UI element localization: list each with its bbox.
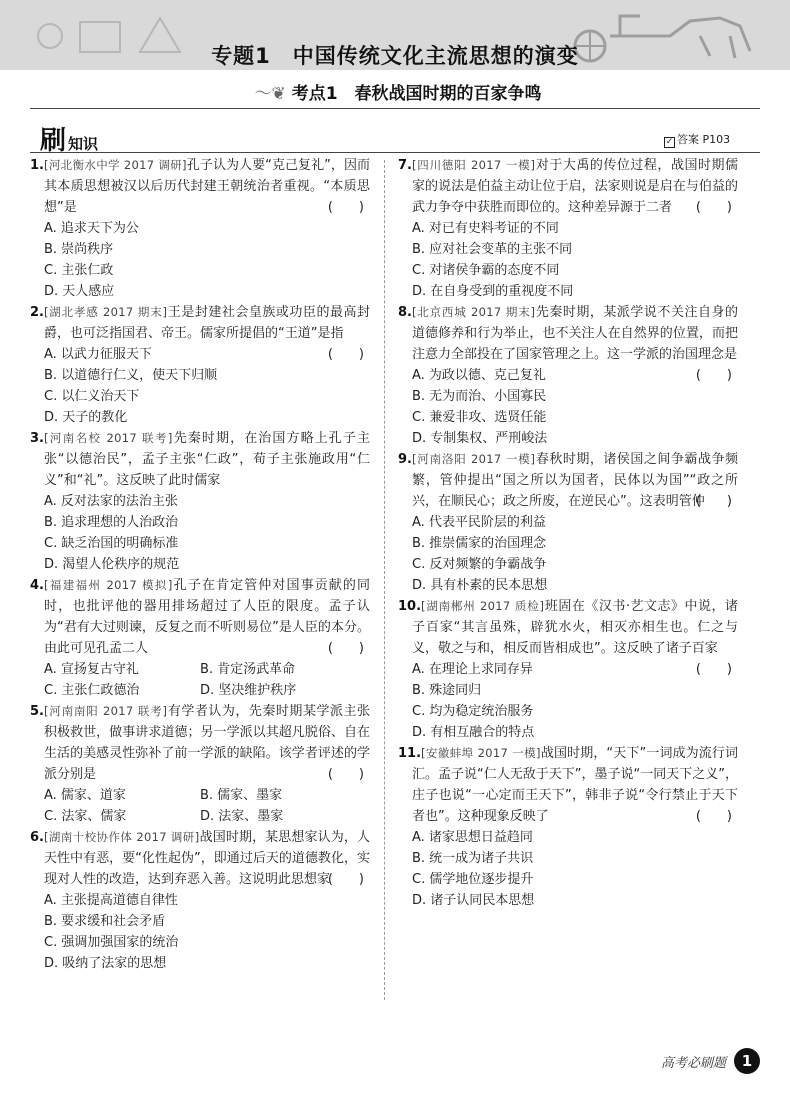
answer-blank: ( ) xyxy=(695,809,732,824)
answer-blank: ( ) xyxy=(327,872,364,887)
question-text: 战国时期，某思想家认为，人天性中有恶，要“化性起伪”，即通过后天的道德教化，实现对人性的改造，达到弃恶入善。这说明此思想家 xyxy=(44,830,370,887)
divider-top xyxy=(30,108,760,109)
answer-option: D. 吸纳了法家的思想 xyxy=(44,956,167,971)
answer-option: C. 均为稳定统治服务 xyxy=(412,704,534,719)
question-text: 春秋时期，诸侯国之间争霸战争频繁，管仲提出“国之所以为国者，民体以为国”“政之所兴，在顺民心；政之所废，在逆民心”。这表明管仲 xyxy=(412,452,738,509)
question-number: 2. xyxy=(30,305,44,320)
question-text: 对于大禹的传位过程，战国时期儒家的说法是伯益主动让位于启，法家则说是启在与伯益的武力争夺中获胜而即位的。这种差异源于二者 xyxy=(412,158,738,215)
answer-option: A. 儒家、道家 xyxy=(44,788,126,803)
question-number: 8. xyxy=(398,305,412,320)
question-number: 10. xyxy=(398,599,422,614)
answer-option: C. 法家、儒家 xyxy=(44,809,127,824)
answer-option: D. 法家、墨家 xyxy=(200,809,284,824)
answer-option: A. 对已有史料考证的不同 xyxy=(412,221,559,236)
option-row xyxy=(30,680,370,701)
answer-option: D. 天子的教化 xyxy=(44,410,128,425)
answer-option: C. 对诸侯争霸的态度不同 xyxy=(412,263,560,278)
answer-option: A. 反对法家的法治主张 xyxy=(44,494,178,509)
question-number: 1. xyxy=(30,158,44,173)
answer-option: A. 代表平民阶层的利益 xyxy=(412,515,546,530)
question-stem xyxy=(30,575,370,659)
question-item xyxy=(398,155,738,302)
answer-option: B. 统一成为诸子共识 xyxy=(412,851,534,866)
answer-option: B. 应对社会变革的主张不同 xyxy=(412,242,573,257)
page-title: 专题1 中国传统文化主流思想的演变 xyxy=(211,44,579,68)
answer-option: D. 诸子认同民本思想 xyxy=(412,893,535,908)
left-ornament-icon: 〜❦ xyxy=(254,84,286,104)
answer-option: B. 殊途同归 xyxy=(412,683,482,698)
question-item xyxy=(30,575,370,701)
page-subtitle: 〜❦ 考点1 春秋战国时期的百家争鸣 xyxy=(254,84,542,104)
question-source: [四川德阳 2017 一模] xyxy=(411,158,536,172)
divider-section xyxy=(30,152,760,153)
answer-option: D. 渴望人伦秩序的规范 xyxy=(44,557,180,572)
question-source: [湖北孝感 2017 期末] xyxy=(43,305,168,319)
answer-option: C. 强调加强国家的统治 xyxy=(44,935,179,950)
answer-blank: ( ) xyxy=(695,200,732,215)
answer-option: A. 追求天下为公 xyxy=(44,221,139,236)
answer-option: C. 反对频繁的争霸战争 xyxy=(412,557,547,572)
question-stem xyxy=(398,155,738,218)
question-number: 9. xyxy=(398,452,412,467)
answer-option: A. 诸家思想日益趋同 xyxy=(412,830,533,845)
column-divider xyxy=(384,160,385,1000)
answer-option: C. 缺乏治国的明确标准 xyxy=(44,536,179,551)
answer-blank: ( ) xyxy=(327,641,364,656)
question-stem xyxy=(398,449,738,512)
answer-option: B. 推崇儒家的治国理念 xyxy=(412,536,547,551)
question-text: 先秦时期，某派学说不关注自身的道德修养和行为举止，也不关注人在自然界的位置，而把注意力全部投在了国家管理之上。这一学派的治国理念是 xyxy=(412,305,738,362)
answer-blank: ( ) xyxy=(695,368,732,383)
question-source: [北京西城 2017 期末] xyxy=(411,305,536,319)
question-number: 5. xyxy=(30,704,44,719)
answer-option: B. 崇尚秩序 xyxy=(44,242,114,257)
answer-option: A. 主张提高道德自律性 xyxy=(44,893,178,908)
question-text: 孔子在肯定管仲对国事贡献的同时，也批评他的器用排场超过了人臣的限度。孟子认为“君有大过则谏，反复之而不听则易位”是人臣的本分。由此可见孔孟二人 xyxy=(44,578,370,656)
answer-blank: ( ) xyxy=(327,767,364,782)
answer-option: A. 在理论上求同存异 xyxy=(412,662,533,677)
question-stem xyxy=(30,428,370,491)
question-source: [河北衡水中学 2017 调研] xyxy=(43,158,187,172)
question-number: 6. xyxy=(30,830,44,845)
question-source: [河南洛阳 2017 一模] xyxy=(411,452,536,466)
option-row xyxy=(30,785,370,806)
answer-option: C. 主张仁政 xyxy=(44,263,114,278)
answer-option: D. 天人感应 xyxy=(44,284,115,299)
question-number: 4. xyxy=(30,578,44,593)
answer-option: A. 宣扬复古守礼 xyxy=(44,662,139,677)
question-source: [湖南十校协作体 2017 调研] xyxy=(43,830,200,844)
question-source: [河南南阳 2017 联考] xyxy=(43,704,168,718)
question-source: [河南名校 2017 联考] xyxy=(43,431,173,445)
footer-text: 高考必刷题 xyxy=(660,1055,726,1071)
question-text: 战国时期，“天下”一词成为流行词汇。孟子说“仁人无敌于天下”，墨子说“一同天下之义”，庄子也说“一心定而王天下”，韩非子说“令行禁止于天下者也”。这种现象反映了 xyxy=(412,746,738,824)
answer-option: A. 以武力征服天下 xyxy=(44,347,152,362)
question-item xyxy=(398,596,738,743)
answer-option: D. 有相互融合的特点 xyxy=(412,725,535,740)
answer-option: D. 具有朴素的民本思想 xyxy=(412,578,548,593)
question-number: 7. xyxy=(398,158,412,173)
answer-option: D. 坚决维护秩序 xyxy=(200,683,297,698)
question-text: 班固在《汉书·艺文志》中说，诸子百家“其言虽殊，辟犹水火，相灭亦相生也。仁之与义，敬之与和，相反而皆相成也”。这反映了诸子百家 xyxy=(412,599,738,656)
question-text: 先秦时期，在治国方略上孔子主张“以德治民”，孟子主张“仁政”，荀子主张施政用“仁义”和“礼”。这反映了此时儒家 xyxy=(44,431,370,488)
answer-option: B. 要求缓和社会矛盾 xyxy=(44,914,166,929)
answer-blank: ( ) xyxy=(695,494,732,509)
question-item xyxy=(30,827,370,974)
answer-blank: ( ) xyxy=(327,347,364,362)
option-row xyxy=(30,806,370,827)
question-stem xyxy=(30,701,370,785)
footer xyxy=(661,1044,760,1078)
answer-option: A. 为政以德、克己复礼 xyxy=(412,368,546,383)
answer-option: C. 以仁义治天下 xyxy=(44,389,140,404)
section-heading-big: 刷 xyxy=(40,126,67,156)
answer-option: D. 在自身受到的重视度不同 xyxy=(412,284,574,299)
question-source: [湖南郴州 2017 质检] xyxy=(421,599,545,613)
question-source: [福建福州 2017 模拟] xyxy=(43,578,173,592)
checkbox-icon: ✓ xyxy=(665,137,674,147)
option-row xyxy=(30,659,370,680)
question-item xyxy=(30,302,370,428)
answer-reference: ✓ 答案 P103 xyxy=(665,133,731,147)
answer-option: C. 主张仁政德治 xyxy=(44,683,140,698)
question-text: 王是封建社会皇族或功臣的最高封爵，也可泛指国君、帝王。儒家所提倡的“王道”是指 xyxy=(44,305,370,341)
answer-option: B. 肯定汤武革命 xyxy=(200,662,296,677)
question-item xyxy=(30,428,370,575)
question-stem xyxy=(30,155,370,218)
question-number: 3. xyxy=(30,431,44,446)
question-item xyxy=(30,701,370,827)
answer-blank: ( ) xyxy=(695,662,732,677)
question-item xyxy=(30,155,370,302)
answer-option: C. 兼爱非攻、选贤任能 xyxy=(412,410,547,425)
answer-option: B. 以道德行仁义，使天下归顺 xyxy=(44,368,218,383)
left-column xyxy=(30,155,370,974)
question-text: 孔子认为人要“克己复礼”，因而其本质思想被汉以后历代封建王朝统治者重视。“本质思想”是 xyxy=(44,158,370,215)
question-item xyxy=(398,743,738,911)
page-number: 1 xyxy=(734,1048,760,1074)
answer-option: C. 儒学地位逐步提升 xyxy=(412,872,534,887)
question-stem xyxy=(398,743,738,827)
right-column xyxy=(398,155,738,911)
answer-blank: ( ) xyxy=(327,200,364,215)
answer-option: B. 儒家、墨家 xyxy=(200,788,283,803)
answer-option: B. 追求理想的人治政治 xyxy=(44,515,179,530)
question-item xyxy=(398,449,738,596)
question-item xyxy=(398,302,738,449)
section-heading xyxy=(40,120,99,156)
question-source: [安徽蚌埠 2017 一模] xyxy=(421,746,541,760)
section-heading-small: 知识 xyxy=(68,135,99,153)
answer-option: D. 专制集权、严刑峻法 xyxy=(412,431,548,446)
question-text: 有学者认为，先秦时期某学派主张积极救世，做事讲求道德；另一学派以其超凡脱俗、自在生活的美感灵性弥补了前一学派的缺陷。该学者评述的学派分别是 xyxy=(44,704,370,782)
question-number: 11. xyxy=(398,746,422,761)
question-stem xyxy=(30,827,370,890)
answer-option: B. 无为而治、小国寡民 xyxy=(412,389,547,404)
